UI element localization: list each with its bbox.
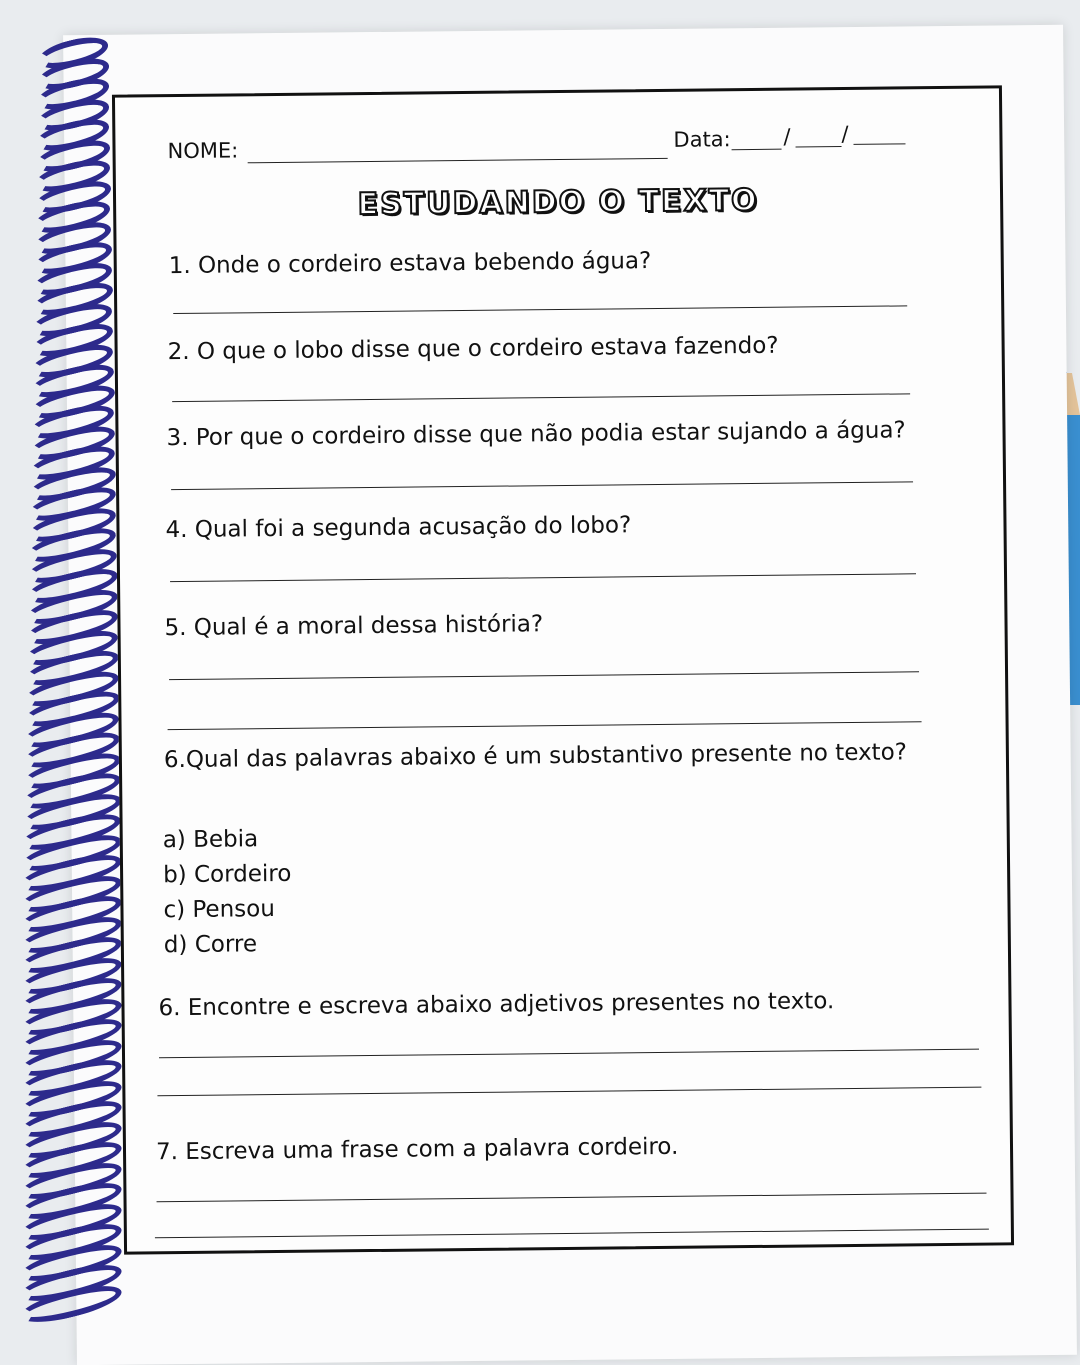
date-year-line[interactable] [854, 143, 906, 145]
answer-line[interactable] [155, 1229, 989, 1239]
worksheet-title: ESTUDANDO O TEXTO [357, 182, 759, 223]
question-3: 3. Por que o cordeiro disse que não podia estar sujando a água? [166, 417, 906, 452]
name-label: NOME: [167, 138, 239, 164]
answer-line[interactable] [171, 481, 913, 490]
answer-line[interactable] [157, 1193, 987, 1203]
question-2: 2. O que o lobo disse que o cordeiro estava fazendo? [167, 332, 779, 366]
answer-line[interactable] [168, 721, 922, 730]
question-5: 5. Qual é a moral dessa história? [164, 611, 544, 642]
date-day-line[interactable] [732, 149, 782, 151]
date-month-line[interactable] [796, 146, 842, 147]
answer-line[interactable] [159, 1049, 979, 1059]
question-6-adjectives: 6. Encontre e escreva abaixo adjetivos presentes no texto. [158, 988, 835, 1022]
answer-line[interactable] [173, 305, 907, 314]
option-b[interactable]: b) Cordeiro [162, 860, 292, 889]
date-separator: / [783, 124, 791, 149]
question-7: 7. Escreva uma frase com a palavra cordeiro. [155, 1133, 679, 1166]
question-1: 1. Onde o cordeiro estava bebendo água? [168, 248, 652, 280]
answer-line[interactable] [157, 1087, 981, 1097]
name-blank-line[interactable] [248, 158, 668, 163]
answer-line[interactable] [170, 573, 916, 582]
option-c[interactable]: c) Pensou [163, 896, 275, 924]
answer-line[interactable] [169, 671, 919, 680]
question-6-choice: 6.Qual das palavras abaixo é um substantivo presente no texto? [163, 739, 908, 774]
option-a[interactable]: a) Bebia [162, 826, 259, 854]
worksheet-frame [112, 85, 1014, 1254]
date-separator: / [841, 121, 849, 147]
answer-line[interactable] [172, 393, 910, 402]
option-d[interactable]: d) Corre [163, 931, 258, 959]
question-4: 4. Qual foi a segunda acusação do lobo? [165, 512, 632, 544]
date-label: Data: [673, 127, 731, 152]
